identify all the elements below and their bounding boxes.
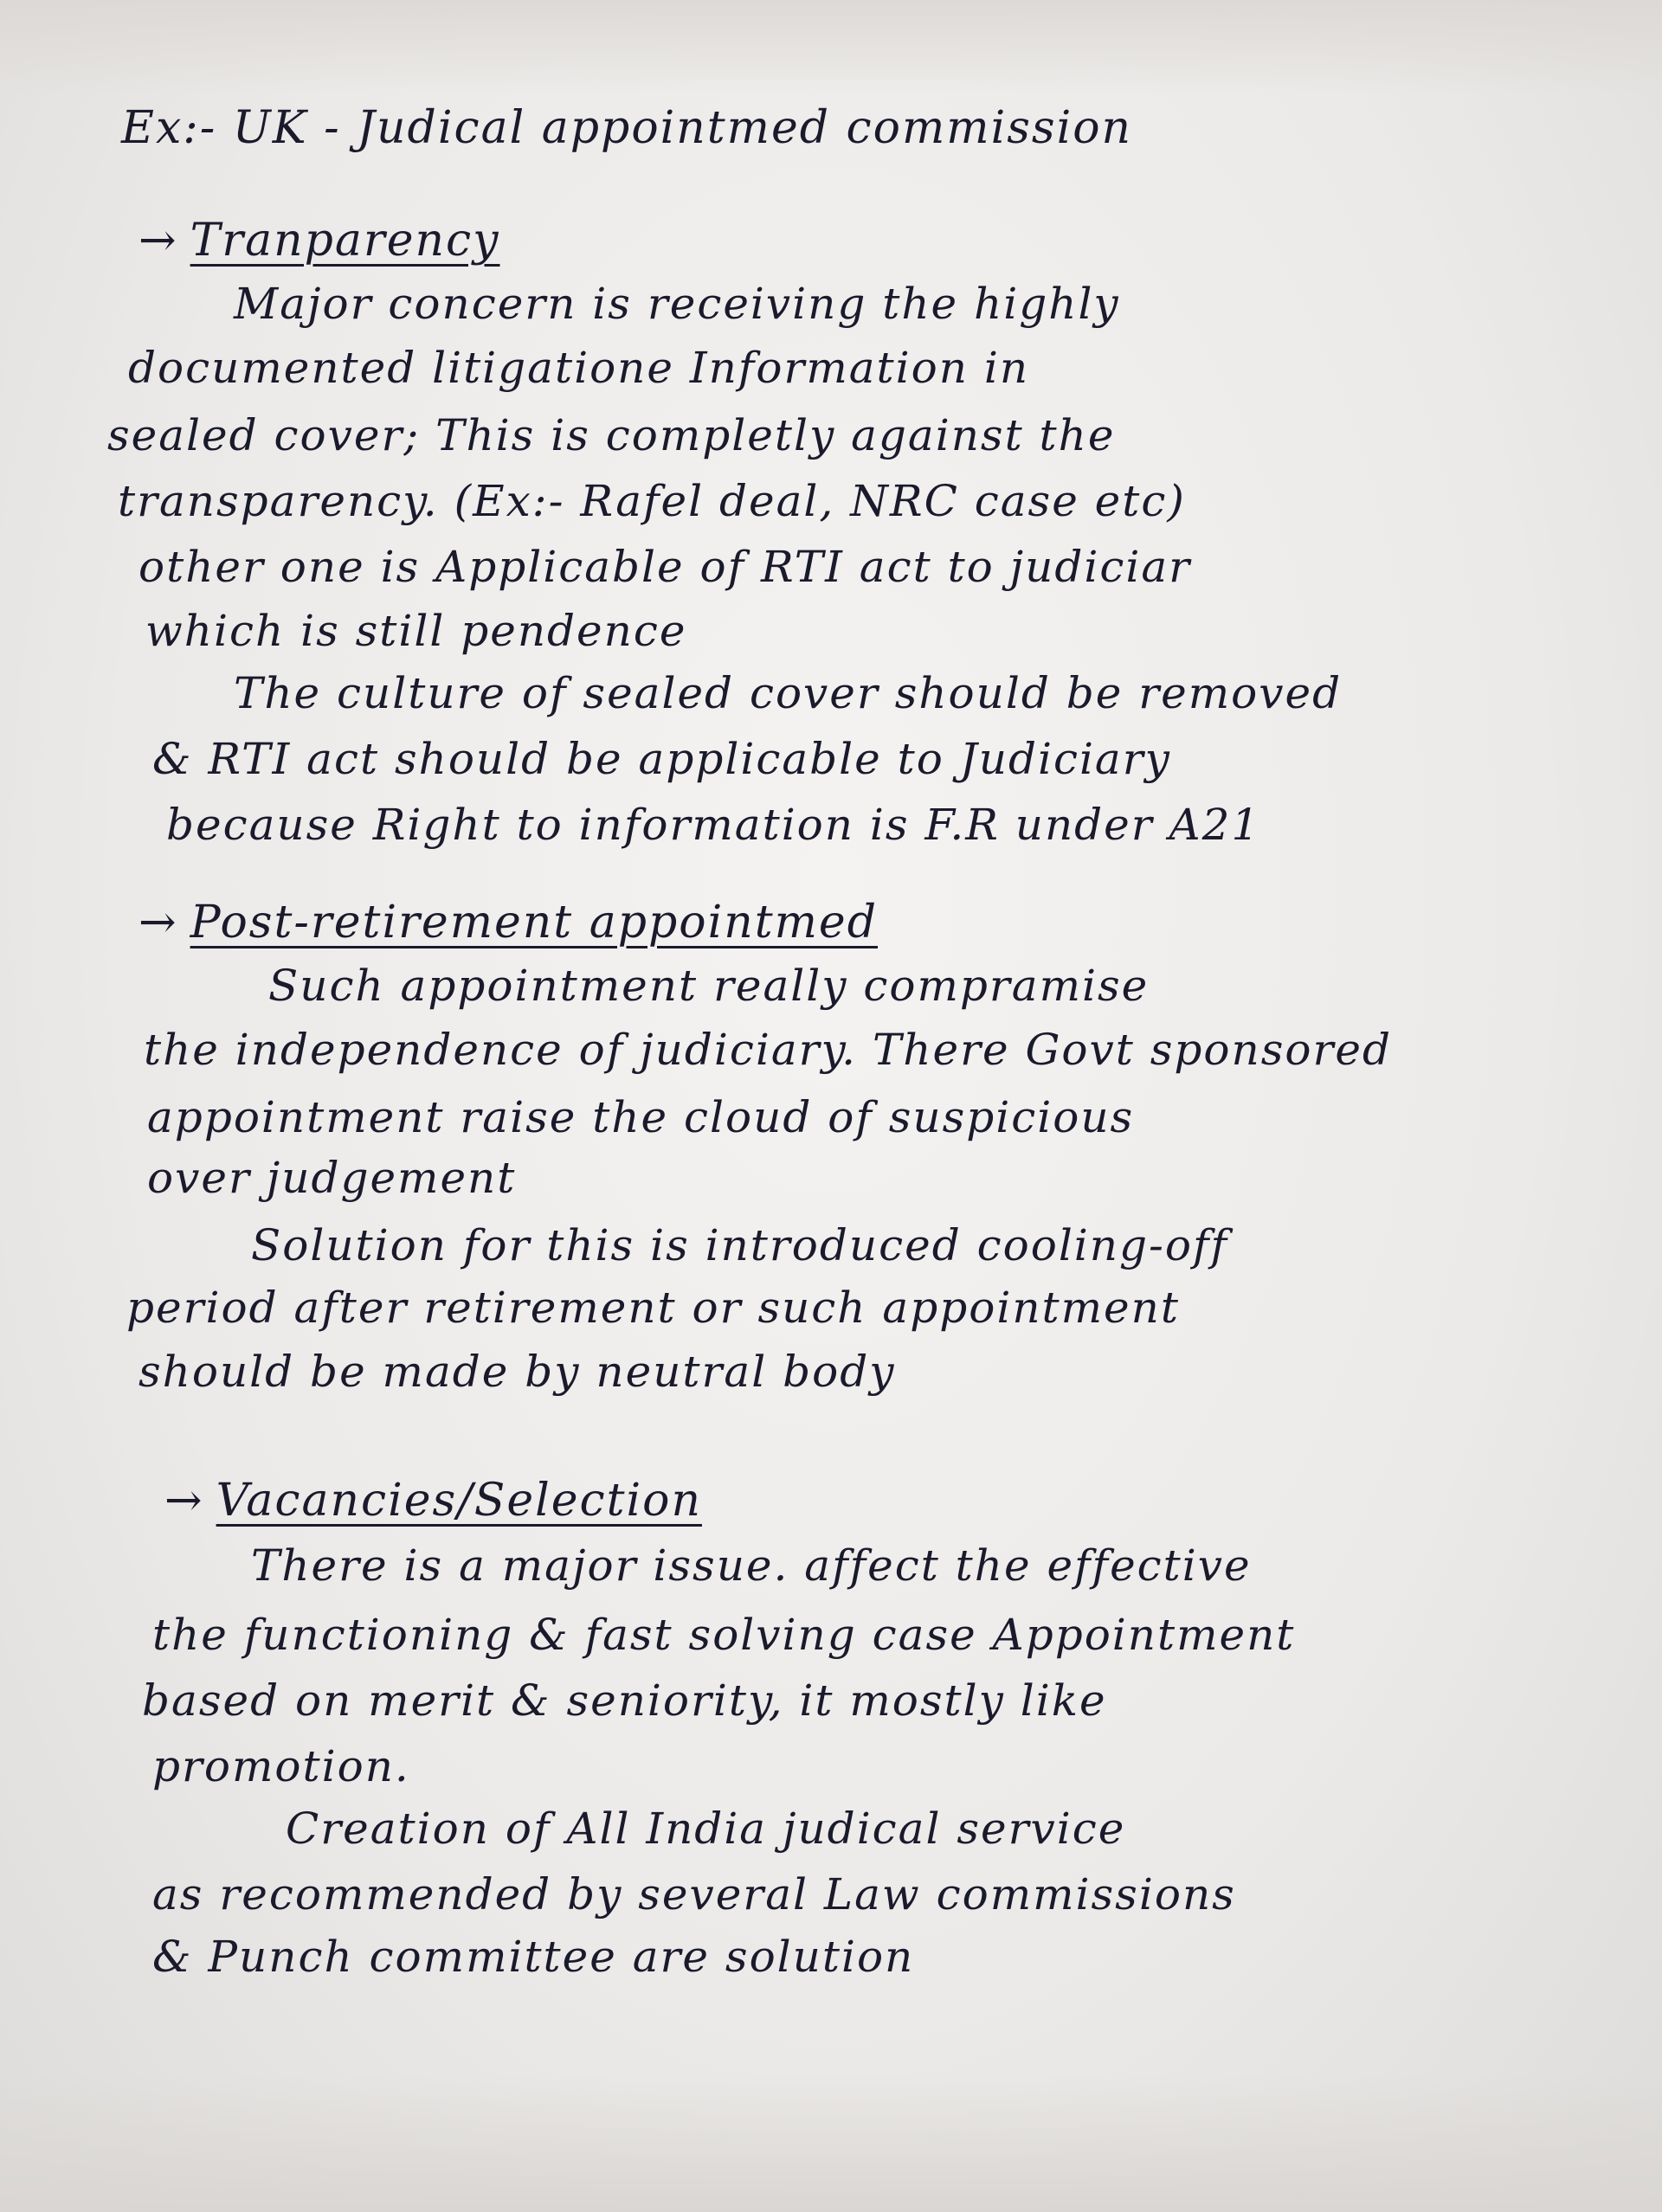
page-shadow-top (0, 0, 1662, 95)
text-line: the independence of judiciary. There Govt sponsored (144, 1025, 1392, 1075)
text-line: & Punch committee are solution (152, 1932, 915, 1982)
text-line: Major concern is receiving the highly (234, 279, 1120, 329)
text-line: promotion. (152, 1741, 410, 1791)
text-line: because Right to information is F.R under A21 (166, 800, 1261, 850)
text-line: The culture of sealed cover should be removed (234, 668, 1343, 718)
text-line: as recommended by several Law commissions (152, 1869, 1236, 1919)
text-line: other one is Applicable of RTI act to judiciar (138, 542, 1192, 592)
text-line: documented litigatione Information in (128, 343, 1030, 393)
arrow-icon: → (138, 215, 178, 267)
text-line: Solution for this is introduced cooling-off (251, 1220, 1229, 1270)
text-line: sealed cover; This is completly against the (107, 410, 1116, 460)
text-line: should be made by neutral body (138, 1347, 896, 1397)
arrow-icon: → (164, 1475, 204, 1527)
text-line: the functioning & fast solving case Appointment (152, 1610, 1296, 1660)
section-heading-vacancies: → Vacancies/Selection (164, 1475, 702, 1527)
arrow-icon: → (138, 897, 178, 948)
text-line: period after retirement or such appointment (126, 1283, 1180, 1333)
text-line: appointment raise the cloud of suspicious (147, 1092, 1135, 1142)
section-heading-transparency: → Tranparency (138, 215, 500, 267)
text-line: transparency. (Ex:- Rafel deal, NRC case etc) (118, 476, 1186, 526)
section-heading-post-retirement: → Post-retirement appointmed (138, 897, 878, 948)
text-line: Creation of All India judical service (286, 1804, 1126, 1854)
text-line: There is a major issue. affect the effective (251, 1540, 1252, 1591)
page-title: Ex:- UK - Judical appointmed commission (121, 102, 1133, 154)
text-line: over judgement (147, 1153, 517, 1203)
page-shadow-bottom (0, 2074, 1662, 2212)
text-line: which is still pendence (145, 606, 687, 656)
text-line: & RTI act should be applicable to Judiciary (152, 734, 1171, 784)
text-line: based on merit & seniority, it mostly like (142, 1675, 1107, 1726)
text-line: Such appointment really compramise (268, 961, 1150, 1011)
